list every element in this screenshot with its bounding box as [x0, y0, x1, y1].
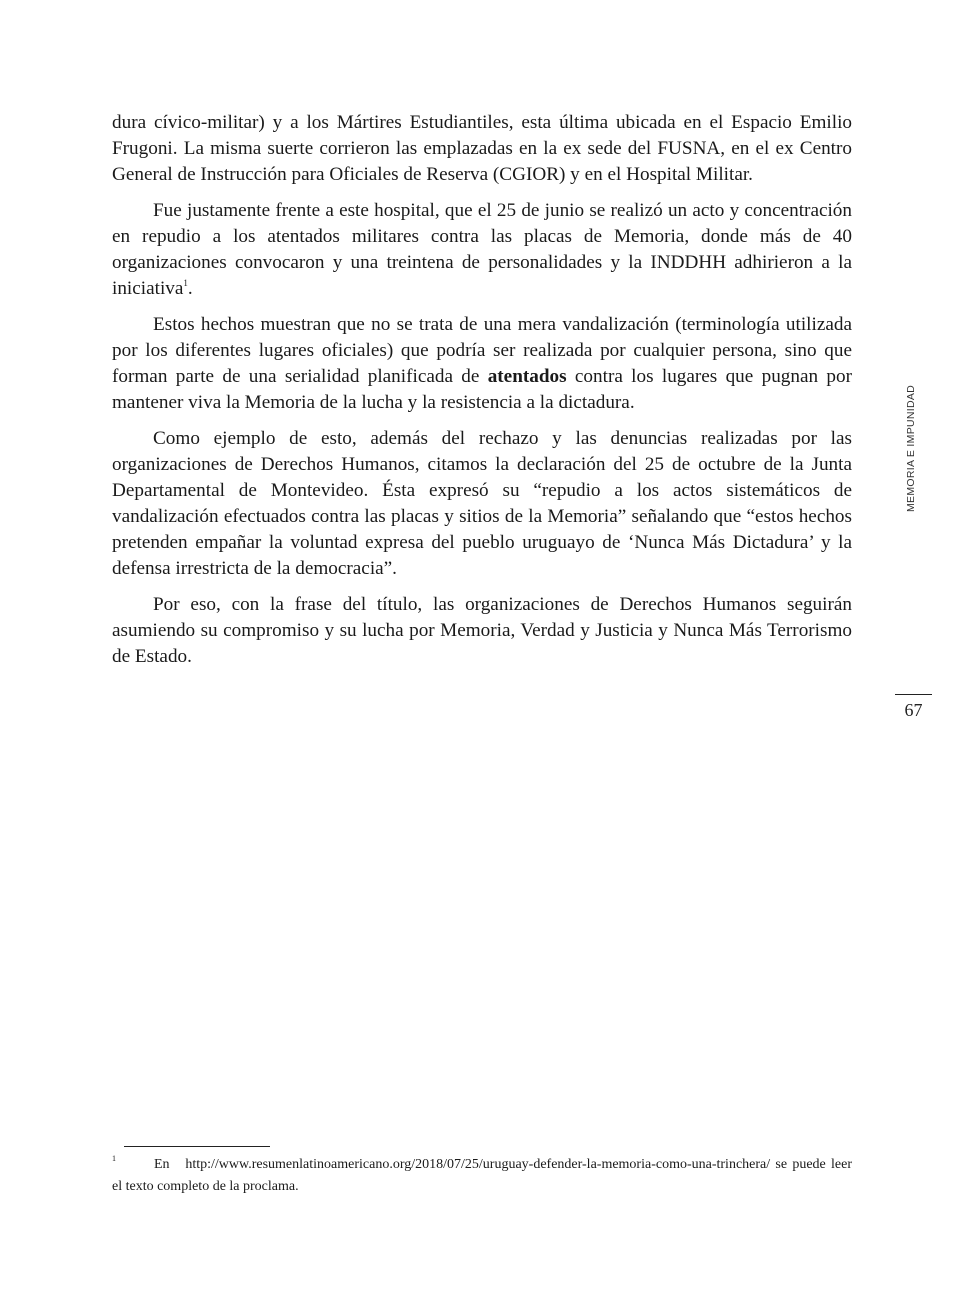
footnote-link[interactable]: http://www.resumenlatinoamericano.org/2018/07/25/uruguay-defender-la-memoria-como-una-trinchera/ [185, 1157, 771, 1172]
main-text [112, 110, 852, 680]
paragraph-2-text: Fue justamente frente a este hospital, que el 25 de junio se realizó un acto y concentración en repudio a los atentados militares contra las placas de Memoria, donde más de 40 organizaciones convocaron y una treintena de personalidades y la INDDHH adhirieron a la iniciativa [112, 200, 852, 299]
paragraph-1 [112, 110, 852, 188]
running-header-vertical: MEMORIA E IMPUNIDAD [905, 384, 917, 512]
paragraph-1-text: dura cívico-militar) y a los Mártires Estudiantiles, esta última ubicada en el Espacio Emilio Frugoni. La misma suerte corrieron las emplazadas en la ex sede del FUSNA, en el ex Centro General de Instrucción para Oficiales de Reserva (CGIOR) y en el Hospital Militar. [112, 112, 852, 185]
footnote-lead: En [154, 1157, 170, 1172]
footnote-separator [124, 1146, 270, 1147]
paragraph-5-text: Por eso, con la frase del título, las organizaciones de Derechos Humanos seguirán asumiendo su compromiso y su lucha por Memoria, Verdad y Justicia y Nunca Más Terrorismo de Estado. [112, 594, 852, 667]
page-number-rule [895, 694, 932, 695]
footnote-text: se puede leer el texto completo de la proclama. [112, 1157, 852, 1194]
paragraph-4 [112, 426, 852, 582]
paragraph-2-end: . [187, 278, 193, 299]
paragraph-5 [112, 592, 852, 670]
footnote: 1 En http://www.resumenlatinoamericano.org/2018/07/25/uruguay-defender-la-memoria-como-una-trinchera/ se puede leer el texto completo de la proclama. [112, 1154, 852, 1194]
paragraph-3-text-end: contra los lugares que pugnan por mantener viva la Memoria de la lucha y la resistencia a la dictadura. [112, 366, 852, 413]
emphasis-atentados: atentados [487, 366, 567, 387]
paragraph-4-text: Como ejemplo de esto, además del rechazo y las denuncias realizadas por las organizaciones de Derechos Humanos, citamos la declaración del 25 de octubre de la Junta Departamental de Montevideo. Ésta expresó su “repudio a los actos sistemáticos de vandalización efectuados contra las placas y sitios de la Memoria” señalando que “estos hechos pretenden empañar la voluntad expresa del pueblo uruguayo de ‘Nunca Más Dictadura’ y la defensa irrestricta de la democracia”. [112, 428, 852, 579]
page-number: 67 [904, 700, 923, 720]
paragraph-3 [112, 312, 852, 416]
paragraph-2 [112, 198, 852, 302]
footnote-reference[interactable]: 1 [183, 278, 188, 288]
paragraph-3-text-start: Estos hechos muestran que no se trata de una mera vandalización (terminología utilizada por los diferentes lugares oficiales) que podría ser realizada por cualquier persona, sino que forman parte de una serialidad planificada de [112, 314, 852, 387]
